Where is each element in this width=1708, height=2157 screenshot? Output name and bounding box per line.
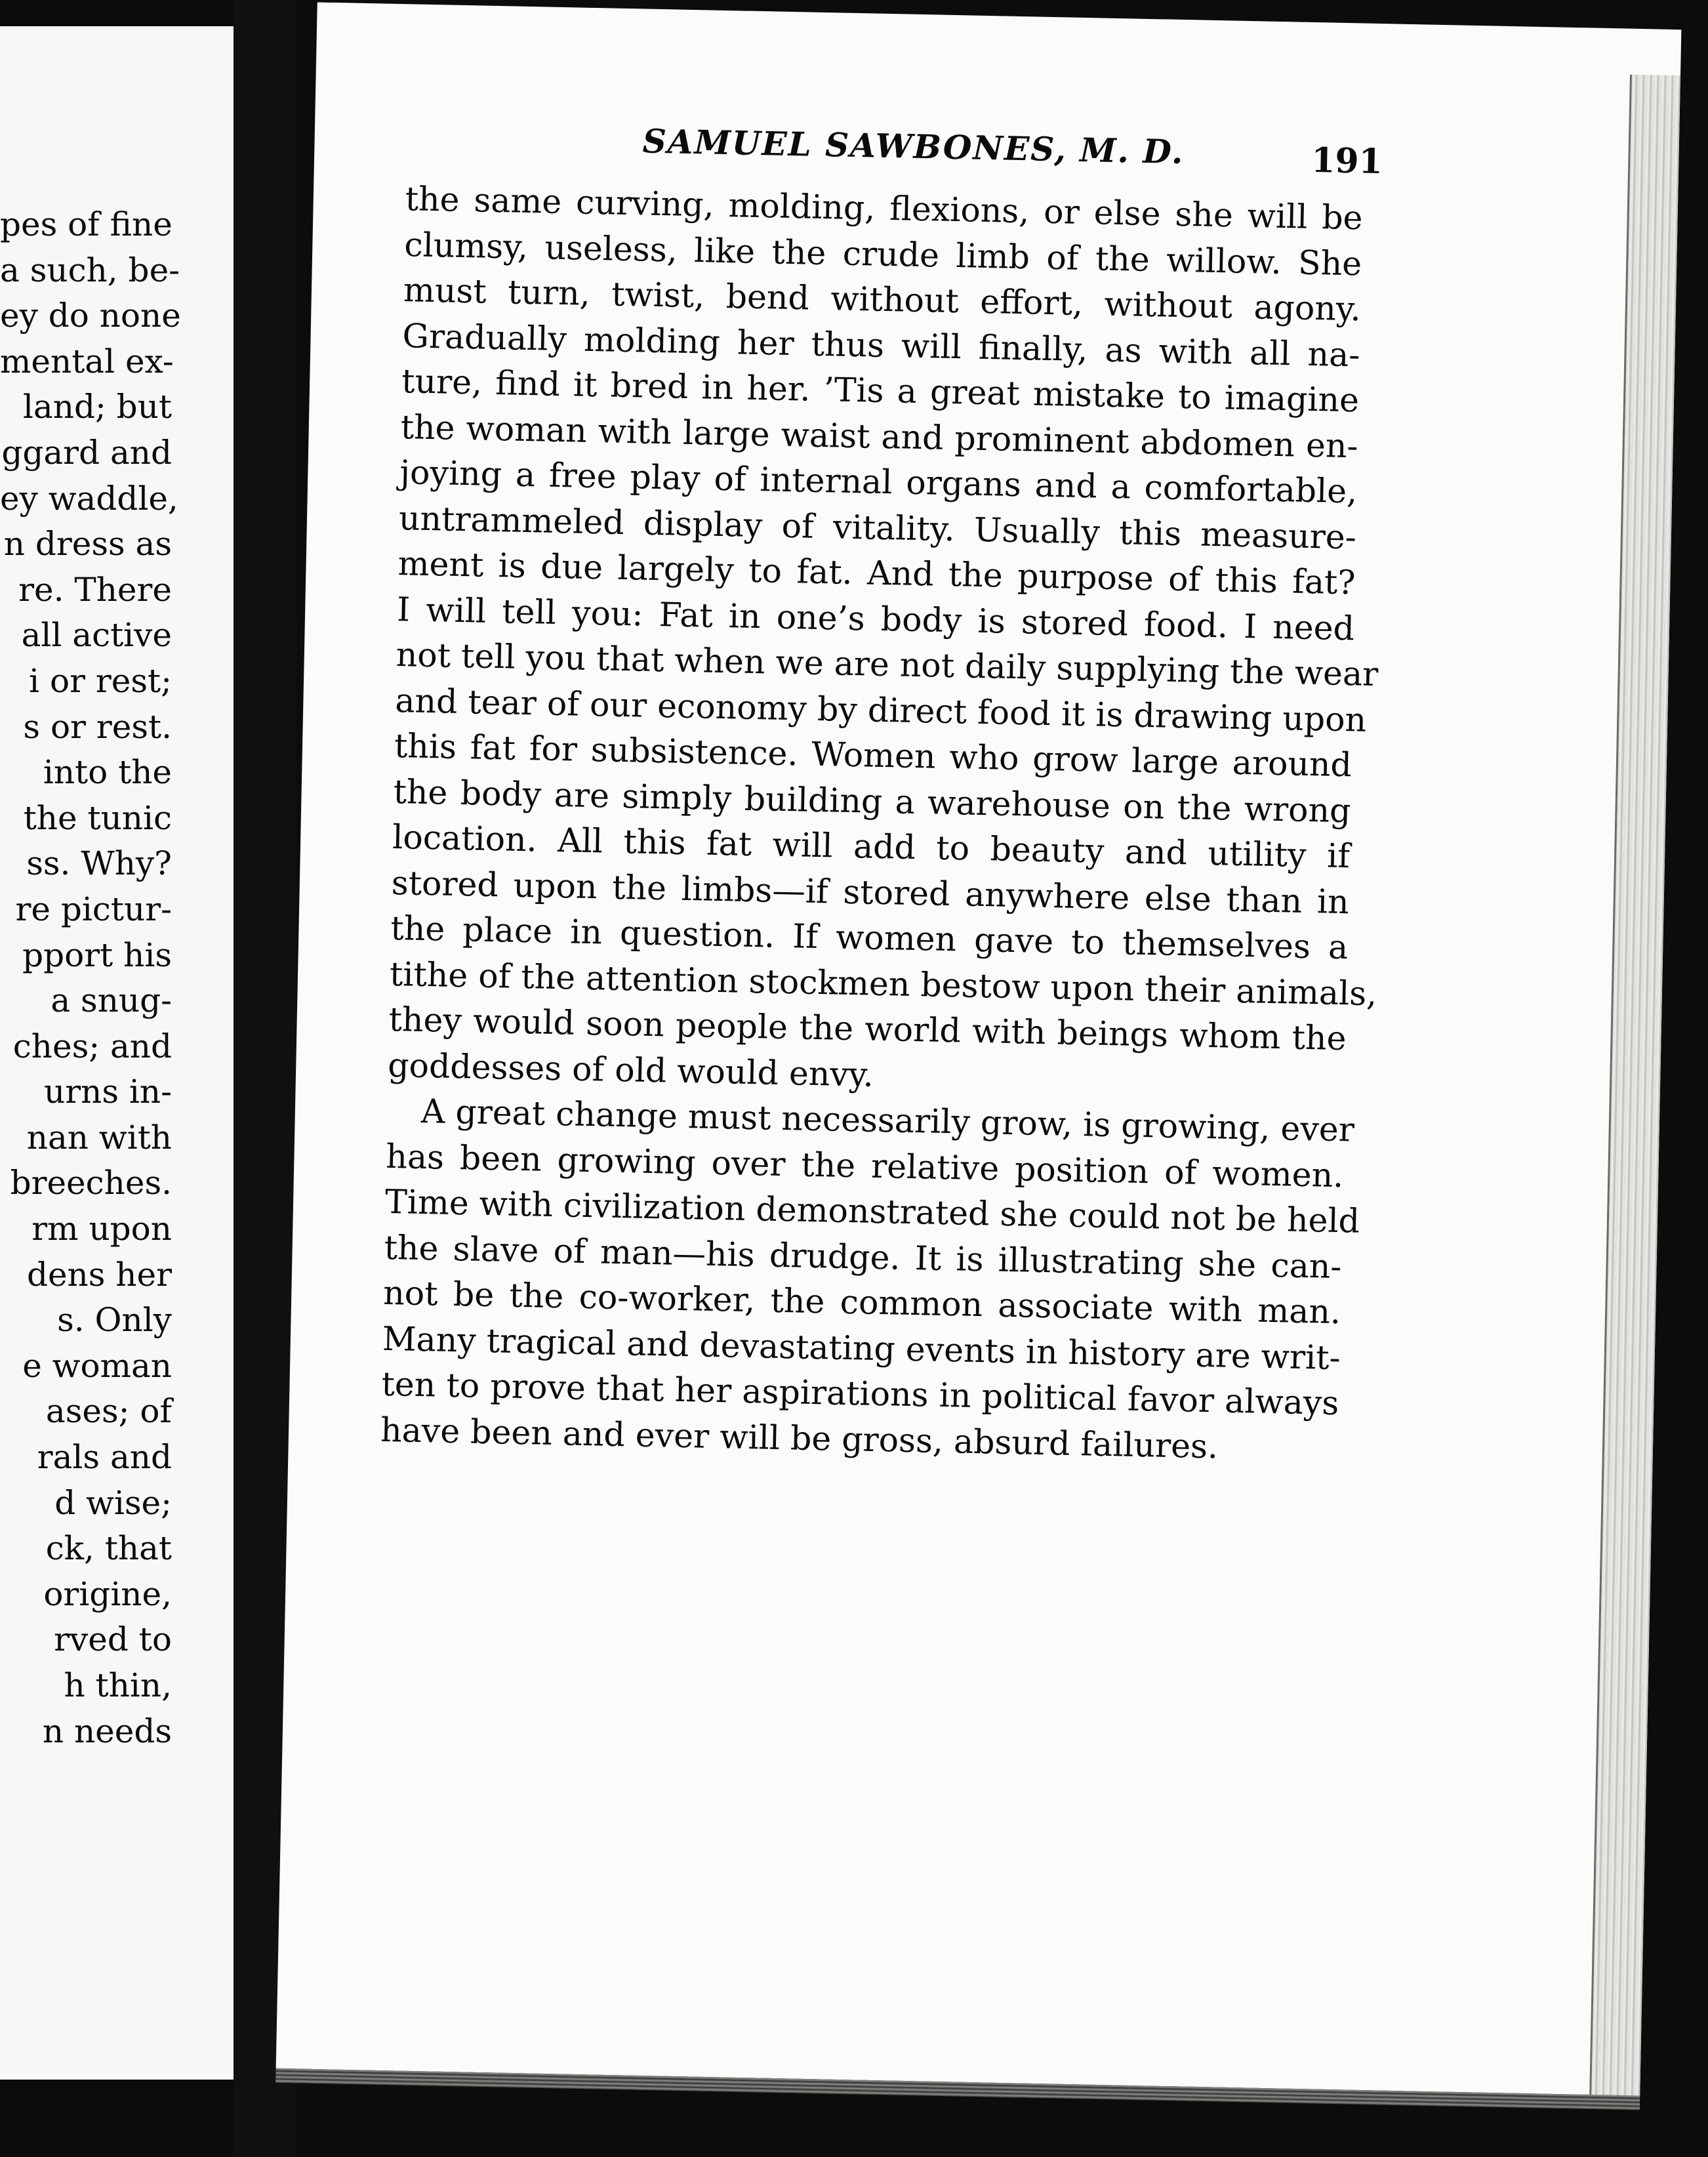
left-text-line: dens her <box>26 1255 172 1294</box>
left-text-line: h thin, <box>64 1666 172 1704</box>
running-head: SAMUEL SAWBONES, M. D. <box>642 121 1185 172</box>
left-text-line: n dress as <box>3 525 172 564</box>
body-line: must turn, twist, bend without effort, without agony. <box>403 270 1362 329</box>
left-text-line: ches; and <box>12 1027 172 1065</box>
left-text-line: all active <box>21 616 172 655</box>
left-text-line: into the <box>43 753 172 792</box>
body-line: they would soon people the world with beings whom the <box>388 999 1347 1058</box>
page-edge-stack <box>1589 75 1680 2109</box>
left-text-line: urns in- <box>44 1073 172 1111</box>
left-text-line: re. There <box>18 570 172 609</box>
body-line: not tell you that when we are not daily supplying the wear <box>396 635 1379 694</box>
body-line: Time with civilization demonstrated she could not be held <box>384 1181 1360 1241</box>
body-line: ten to prove that her aspirations in political favor always <box>380 1364 1339 1423</box>
body-line: untrammeled display of vitality. Usually this measure- <box>398 498 1357 556</box>
body-line: the body are simply building a warehouse on the wrong <box>393 771 1352 830</box>
body-line: Gradually molding her thus will finally, as with all na- <box>402 316 1360 374</box>
left-text-line: land; but <box>22 388 172 426</box>
body-line: location. All this fat will add to beauty and utility if <box>392 817 1351 876</box>
body-line: tithe of the attention stockmen bestow upon their animals, <box>389 954 1377 1013</box>
left-text-line: breeches. <box>10 1164 172 1202</box>
left-text-line: e woman <box>22 1346 172 1385</box>
left-text-line: ck, that <box>45 1529 172 1568</box>
right-page <box>276 2 1682 2095</box>
left-text-line: mental ex- <box>0 342 174 380</box>
left-text-line: ey do none <box>0 297 181 335</box>
left-text-line: origine, <box>43 1574 172 1613</box>
left-text-line: a such, be- <box>0 251 180 289</box>
left-text-line: rved to <box>54 1620 172 1659</box>
body-line: I will tell you: Fat in one’s body is stored food. I need <box>396 589 1355 647</box>
body-line: the slave of man—his drudge. It is illustrating she can- <box>384 1227 1343 1286</box>
left-page-fragment <box>0 26 237 2080</box>
body-line: the same curving, molding, flexions, or else she will be <box>405 179 1364 237</box>
page-number: 191 <box>1311 140 1383 182</box>
left-text-line: ggard and <box>1 433 172 472</box>
left-text-line: n needs <box>42 1712 172 1750</box>
body-line: goddesses of old would envy. <box>387 1045 874 1094</box>
left-text-line: d wise; <box>54 1483 172 1522</box>
left-text-line: pport his <box>22 935 172 974</box>
body-text <box>380 176 1379 1471</box>
left-text-line: re pictur- <box>15 890 172 928</box>
body-line: the woman with large waist and prominent abdomen en- <box>400 407 1359 465</box>
left-text-line: ss. Why? <box>26 844 172 883</box>
left-text-line: a snug- <box>51 981 172 1020</box>
left-text-line: nan with <box>26 1118 172 1157</box>
body-line: and tear of our economy by direct food it is drawing upon <box>394 680 1367 739</box>
left-text-line: ases; of <box>45 1392 172 1431</box>
body-line: not be the co-worker, the common associate with man. <box>382 1273 1341 1332</box>
left-text-line: rals and <box>37 1438 172 1477</box>
body-line: this fat for subsistence. Women who grow large around <box>394 726 1352 785</box>
left-text-line: rm upon <box>31 1210 172 1248</box>
body-line: A great change must necessarily grow, is growing, ever <box>420 1091 1355 1149</box>
left-page-text <box>0 202 181 1754</box>
left-text-line: pes of fine <box>0 205 173 243</box>
body-line: the place in question. If women gave to themselves a <box>390 908 1349 967</box>
body-line: has been growing over the relative position of women. <box>385 1136 1344 1195</box>
left-text-line: s. Only <box>57 1301 172 1340</box>
body-line: ture, find it bred in her. ’Tis a great mistake to imagine <box>401 361 1360 420</box>
body-line: ment is due largely to fat. And the purpose of this fat? <box>397 544 1356 602</box>
left-text-line: s or rest. <box>23 707 172 746</box>
body-line: Many tragical and devastating events in history are writ- <box>382 1319 1341 1377</box>
body-line: clumsy, useless, like the crude limb of the willow. She <box>403 224 1362 283</box>
left-text-line: the tunic <box>23 798 172 837</box>
left-text-line: i or rest; <box>29 661 172 700</box>
body-line: stored upon the limbs—if stored anywhere else than in <box>391 863 1350 921</box>
page-bottom-edge <box>275 2068 1640 2110</box>
body-line: have been and ever will be gross, absurd failures. <box>380 1410 1219 1466</box>
body-line: joying a free play of internal organs and a comfortable, <box>399 453 1358 511</box>
left-text-line: ey waddle, <box>0 479 178 518</box>
